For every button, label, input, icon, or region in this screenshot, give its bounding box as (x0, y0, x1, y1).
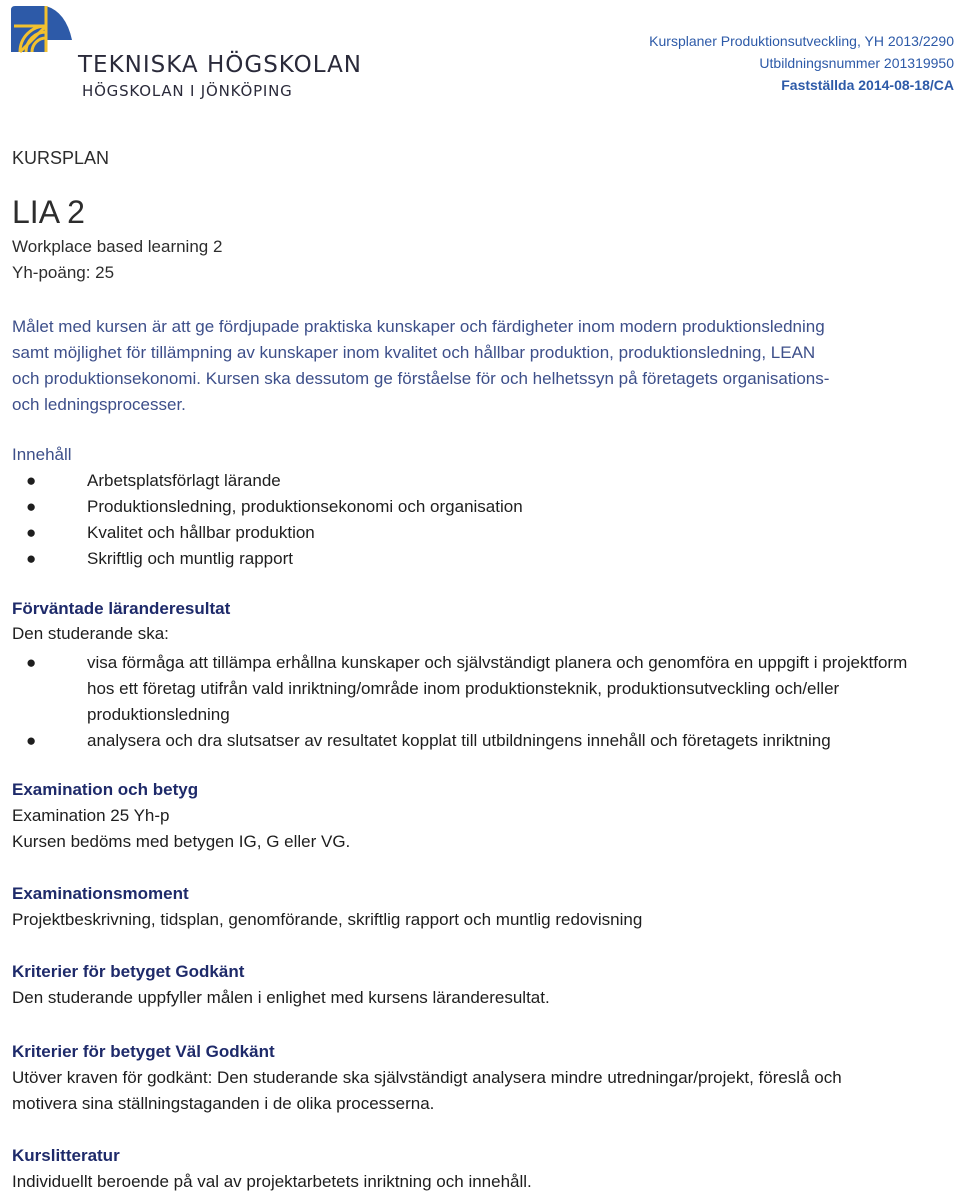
list-item (12, 468, 952, 494)
content-item-text: Kvalitet och hållbar produktion (87, 523, 315, 542)
bullet-icon: ● (26, 523, 37, 542)
list-item (12, 546, 952, 572)
bullet-icon: ● (26, 549, 37, 568)
vg-criteria-line-2: motivera sina ställningstaganden i de olika processerna. (12, 1094, 435, 1113)
vg-criteria-line-1: Utöver kraven för godkänt: Den studerande ska självständigt analysera mindre utredningar/projekt, föreslå och (12, 1068, 842, 1087)
bullet-icon: ● (26, 731, 37, 750)
moment-heading: Examinationsmoment (12, 884, 189, 903)
content-heading: Innehåll (12, 445, 72, 464)
header-course-plan: Kursplaner Produktionsutveckling, YH 2013/2290 (649, 33, 954, 49)
g-criteria-text: Den studerande uppfyller målen i enlighet med kursens läranderesultat. (12, 988, 550, 1007)
outcome-item-text: analysera och dra slutsatser av resultatet kopplat till utbildningens innehåll och företagets inriktning (87, 731, 831, 750)
exam-line-2: Kursen bedöms med betygen IG, G eller VG. (12, 832, 351, 851)
logo-line-2: HÖGSKOLAN I JÖNKÖPING (82, 82, 293, 100)
literature-text: Individuellt beroende på val av projektarbetets inriktning och innehåll. (12, 1172, 532, 1191)
content-item-text: Produktionsledning, produktionsekonomi och organisation (87, 497, 523, 516)
bullet-icon: ● (26, 497, 37, 516)
intro-line-2: samt möjlighet för tillämpning av kunskaper inom kvalitet och hållbar produktion, produktionsledning, LEAN (12, 343, 816, 362)
list-item (12, 520, 952, 546)
header-approved-date: Fastställda 2014-08-18/CA (781, 77, 954, 93)
intro-line-4: och ledningsprocesser. (12, 395, 186, 414)
document-header-info (649, 30, 954, 96)
document-kind: KURSPLAN (12, 148, 110, 168)
page-title: LIA 2 (12, 194, 85, 230)
content-item-text: Skriftlig och muntlig rapport (87, 549, 293, 568)
logo-emblem-icon (6, 2, 76, 66)
vg-criteria-heading: Kriterier för betyget Väl Godkänt (12, 1042, 275, 1061)
exam-line-1: Examination 25 Yh-p (12, 806, 170, 825)
school-logo (6, 2, 366, 102)
content-list (12, 468, 952, 572)
outcomes-heading: Förväntade läranderesultat (12, 599, 231, 618)
bullet-icon: ● (26, 653, 37, 672)
page-subtitle: Workplace based learning 2 (12, 237, 223, 256)
moment-text: Projektbeskrivning, tidsplan, genomförande, skriftlig rapport och muntlig redovisning (12, 910, 643, 929)
g-criteria-heading: Kriterier för betyget Godkänt (12, 962, 245, 981)
content-item-text: Arbetsplatsförlagt lärande (87, 471, 281, 490)
intro-line-1: Målet med kursen är att ge fördjupade praktiska kunskaper och färdigheter inom modern produktionsledning (12, 317, 825, 336)
bullet-icon: ● (26, 471, 37, 490)
outcomes-lead: Den studerande ska: (12, 624, 169, 643)
course-points: Yh-poäng: 25 (12, 263, 115, 282)
intro-line-3: och produktionsekonomi. Kursen ska dessutom ge förståelse för och helhetssyn på företagets organisations- (12, 369, 830, 388)
header-program-number: Utbildningsnummer 201319950 (759, 55, 954, 71)
list-item (12, 494, 952, 520)
exam-heading: Examination och betyg (12, 780, 199, 799)
list-item (12, 650, 952, 728)
literature-heading: Kurslitteratur (12, 1146, 120, 1165)
outcome-item-text: visa förmåga att tillämpa erhållna kunskaper och självständigt planera och genomföra en uppgift i projektform hos ett företag utifrån vald inriktning/område inom produktionsteknik, produktionsutveckling och/eller produktionsledning (87, 653, 908, 724)
list-item (12, 728, 952, 754)
outcomes-list (12, 650, 952, 754)
logo-line-1: TEKNISKA HÖGSKOLAN (78, 52, 363, 78)
